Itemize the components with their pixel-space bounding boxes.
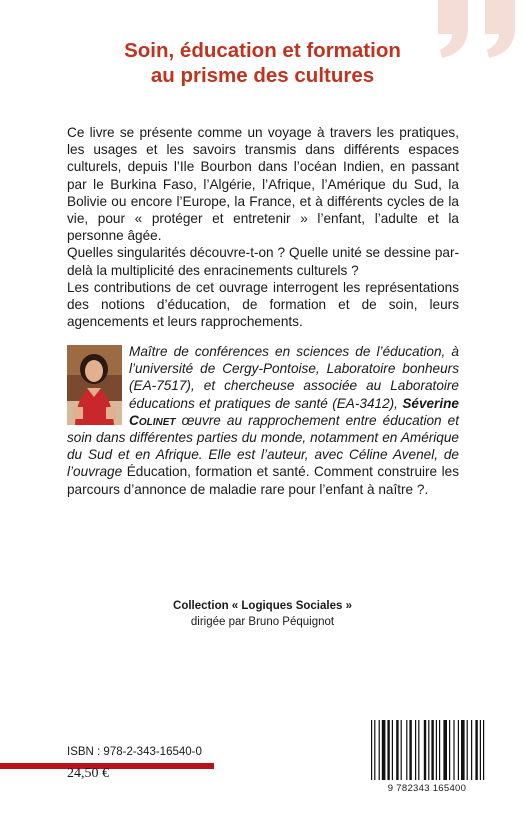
title-line-1: Soin, éducation et formation — [124, 39, 401, 62]
book-title — [0, 38, 525, 88]
title-line-2: au prisme des cultures — [150, 64, 375, 87]
collection-info — [0, 598, 525, 630]
isbn: ISBN : 978-2-343-16540-0 — [67, 746, 202, 758]
author-last-name: Colinet — [129, 412, 176, 428]
author-portrait — [67, 345, 122, 425]
author-first-name: Séverine — [402, 395, 459, 411]
author-bio — [67, 343, 459, 498]
author-bio-mid: œuvre au rapprochement entre éducation et soin dans différentes parties du monde, notamment en Amérique du Sud et en Afrique. Elle est l’auteur, avec Céline Avenel, de l’ouvrage — [67, 412, 459, 480]
description-paragraph-2: Quelles singularités découvre-t-on ? Quelle unité se dessine par-delà la multiplicité des enracinements culturels ? — [67, 245, 459, 278]
barcode-digits: 9 782343 165400 — [387, 783, 467, 794]
description — [67, 124, 459, 330]
description-paragraph-1: Ce livre se présente comme un voyage à travers les pratiques, les usages et les savoirs transmis dans différents espaces culturels, depuis l’Ile Bourbon dans l’océan Indien, en passant par le Burkina Faso, l’Algérie, l’Afrique, l’Amérique du Sud, la Bolivie ou encore l’Europe, la France, et à différents cycles de la vie, pour « protéger et entretenir » l’enfant, l’adulte et la personne âgée. — [67, 125, 459, 244]
collection-director: dirigée par Bruno Péquignot — [190, 616, 335, 628]
description-paragraph-3: Les contributions de cet ouvrage interrogent les représentations des notions d’éducation, de formation et de soin, leurs agencements et leurs rapprochements. — [67, 279, 459, 330]
barcode — [367, 720, 487, 790]
related-book-title: Éducation, formation et santé. Comment construire les parcours d’annonce de maladie rare pour l’enfant à naître ?. — [67, 464, 459, 497]
author-bio-intro: Maître de conférences en sciences de l’éducation, à l’université de Cergy-Pontoise, Laboratoire bonheurs (EA-7517), et chercheuse associée au Laboratoire éducations et pratiques de santé (EA-3412), — [129, 344, 459, 411]
collection-label: Collection « Logiques Sociales » — [173, 600, 352, 612]
price: 24,50 € — [67, 766, 109, 781]
